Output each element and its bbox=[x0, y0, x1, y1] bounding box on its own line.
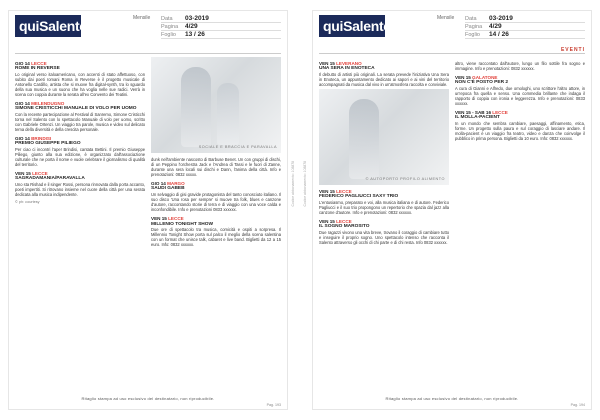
event-entry: GIO 14 MARGO SAUDI GABEB Un selvaggio di gisi gravide protagonista del tanto conosciuto italiano. Il suo disco 'Una rosa per sempre' si muove tra folk, blues e canzone d'autore, raccontando storie di terra e di viaggio con una voce calda e inconfondibile. Info e prenotazioni 0833 xxxxxx. bbox=[151, 181, 281, 213]
figure-silhouette bbox=[349, 99, 379, 179]
column-1 bbox=[319, 57, 449, 391]
subscription-code: Codice abbonamento: 108878 bbox=[291, 161, 295, 207]
event-title: IL SOGNO MAROSITO bbox=[319, 224, 370, 230]
event-text: Il debutto di artisti più originali. La serata prevede l'iniziativa Una Sera in Enoteca, un appuntamento dedicato ai sapori e ai vini del territorio accompagnati da musica dal vivo in un'atmosfera raccolta e conviviale. bbox=[319, 71, 449, 87]
column-1 bbox=[15, 57, 145, 391]
event-title: IL MOLLA-PACIENT bbox=[455, 115, 500, 121]
issue-date: 03-2019 bbox=[489, 15, 513, 22]
event-entry: GIO 14 MELENDUGNO SIMONE CRISTICCHI MANUALE DI VOLO PER UOMO Con la recente partecipazione al Festival di Sanremo, Simone Cristicchi torna nel Salento con lo spettacolo Manuale di volo per uomo, scritto con Gabriele Ortenzi. Un viaggio tra parole, musica e video sul delicato tema della diversità e della crescita personale. bbox=[15, 101, 145, 133]
event-text: Due ragazzi vivono una vita breve, trovano il coraggio di cambiare tutto e inseguire il proprio sogno. Uno spettacolo intenso che racconta il Salento attraverso gli occhi di chi parte e di chi resta. Info 0832 xxxxxx. bbox=[319, 229, 449, 245]
event-entry: VEN 15 - SAB 16 LECCE IL MOLLA-PACIENT In un mondo che sembra cambiare, paesaggi, affinamento, etica, forme. Un progetto sulla paura e sul coraggio di lasciare andare. Il molla-pacient è un viaggio fra teatro, video e danza che coinvolge il pubblico in prima persona. Biglietti da 10 euro. Info: 0832 xxxxxx. bbox=[455, 110, 585, 142]
issue-date: 03-2019 bbox=[185, 15, 209, 22]
event-entry: VEN 15 GALATONE NON C'È POSTO PER 2 A cura di Gianni e Alfredo, due omologhi, uno scrittore l'altro attore, in un'epoca fra quella e senso. Una commedia brillante che indaga il rapporto di coppia con ironia e leggerezza. Info e prenotazioni: 0833 xxxxxx. bbox=[455, 75, 585, 107]
event-title: NON C'È POSTO PER 2 bbox=[455, 80, 509, 86]
photo-credit: © ph: courtesy bbox=[15, 200, 40, 205]
event-text: Lo original verso italoamericano, con accenti di stato affettuoso, con subito dai poeti romani Roma in Reverse è il progetto musicale di Antonello Cardillo, artista che si muove fra digital-synth, tra lo sguardo della sua musica e un suono che ha voglia nelle sue radici. Verrà in scena con coppia durante la serata all'ex Convento dei Teatini. bbox=[15, 71, 145, 98]
event-entry: VEN 15 LEVERANO UNA SERA IN ENOTECA Il debutto di artisti più originali. La serata prevede l'iniziativa Una Sera in Enoteca, un appuntamento dedicato ai sapori e ai vini del territorio accompagnati da musica dal vivo in un'atmosfera raccolta e conviviale. bbox=[319, 61, 449, 87]
column-2 bbox=[151, 57, 281, 391]
photo-caption: SOCIALE E BRACCIA E PARAVALLA bbox=[198, 144, 277, 149]
figure-silhouette bbox=[217, 83, 239, 145]
event-photo bbox=[319, 89, 449, 185]
event-title: FEDERICO PAGLIUCCI SAXY TRIO bbox=[319, 194, 399, 200]
event-entry bbox=[151, 157, 281, 177]
issue-pages: 4/29 bbox=[185, 23, 198, 30]
photo-caption: © AUTOPORTO PROFILO ALIMENTO bbox=[365, 176, 445, 181]
event-entry: VEN 15 LECCE FEDERICO PAGLIUCCI SAXY TRIO L'entusiasmo, preparato e voi, alla musica italiana e di autore. Federico Pagliucci e il suo trio propongono un repertorio che spazia dal jazz alla canzone d'autore. Info e prenotazioni: 0832 xxxxxx. bbox=[319, 188, 449, 215]
section-label: EVENTI bbox=[560, 47, 585, 53]
event-title: UNA SERA IN ENOTECA bbox=[319, 66, 375, 72]
event-entry: GIO 14 BRINDISI PREMIO GIUSEPPE PILIEGO Per ciao ci incontri l'ape! Brindisi, cantata Bettini. Il premio Giuseppe Piliego, giunto alla sua edizione, è organizzato dall'associazione culturale che ne porta il nome e vuole celebrare il giornalismo di qualità del territorio. bbox=[15, 136, 145, 168]
issue-meta: Mensile Data 03-2019 Pagina 4/29 Foglio 14 / 26 bbox=[465, 15, 585, 39]
issue-sheet: 14 / 26 bbox=[489, 31, 509, 38]
event-title: ROME IN REVERSE bbox=[15, 66, 60, 72]
column-2 bbox=[455, 57, 585, 391]
page-header bbox=[15, 15, 281, 43]
event-text: Con la recente partecipazione al Festival di Sanremo, Simone Cristicchi torna nel Salento con lo spettacolo Manuale di volo per uomo, scritto con Gabriele Ortenzi. Un viaggio tra parole, musica e video sul delicato tema della diversità e della crescita personale. bbox=[15, 111, 145, 133]
event-text: altro, viene raccontato dall'autore, lungo un filo sottile fra sogno e immagine. Info e prenotazioni: 0832 xxxxxx. bbox=[455, 61, 585, 72]
meta-tag: Mensile bbox=[437, 15, 455, 21]
event-text: Due ore di spettacolo tra musica, comicità e ospiti a sorpresa. Il Millennio Tonight Show porta sul palco il meglio della scena salentina con un format che unisce talk, cabaret e live band. Biglietti da 12 a 15 euro. Info: 0832 xxxxxx. bbox=[151, 227, 281, 248]
subscription-code: Codice abbonamento: 108878 bbox=[303, 161, 307, 207]
event-title: SAUDI GABEB bbox=[151, 186, 185, 192]
magazine-logo: quiSalento bbox=[15, 15, 81, 37]
event-title: SIMONE CRISTICCHI MANUALE DI VOLO PER UOMO bbox=[15, 106, 137, 112]
event-text: A cura di Gianni e Alfredo, due omologhi, uno scrittore l'altro attore, in un'epoca fra quella e senso. Una commedia brillante che indaga il rapporto di coppia con ironia e leggerezza. Info e prenotazioni: 0833 xxxxxx. bbox=[455, 85, 585, 107]
event-entry: VEN 15 LECCE MILLENIO TONIGHT SHOW Due ore di spettacolo tra musica, comicità e ospiti a sorpresa. Il Millennio Tonight Show porta sul palco il meglio della scena salentina con un format che unisce talk, cabaret e live band. Biglietti da 12 a 15 euro. Info: 0832 xxxxxx. bbox=[151, 216, 281, 248]
event-text: Per ciao ci incontri l'ape! Brindisi, cantata Bettini. Il premio Giuseppe Piliego, giunto alla sua edizione, è organizzato dall'associazione culturale che ne porta il nome e vuole celebrare il giornalismo di qualità del territorio. bbox=[15, 146, 145, 168]
magazine-logo: quiSalento bbox=[319, 15, 385, 37]
right-page bbox=[303, 10, 592, 410]
event-photo bbox=[151, 57, 281, 153]
page-number: Pag. 194 bbox=[570, 403, 585, 407]
page-footer: Ritaglio stampa ad uso esclusivo del destinatario, non riproducibile. bbox=[81, 396, 215, 401]
event-text: In un mondo che sembra cambiare, paesaggi, affinamento, etica, forme. Un progetto sulla paura e sul coraggio di lasciare andare. Il molla-pacient è un viaggio fra teatro, video e danza che coinvolge il pubblico in prima persona. Biglietti da 10 euro. Info: 0832 xxxxxx. bbox=[455, 120, 585, 142]
issue-sheet: 13 / 26 bbox=[185, 31, 205, 38]
page-footer: Ritaglio stampa ad uso esclusivo del destinatario, non riproducibile. bbox=[385, 396, 519, 401]
divider bbox=[15, 53, 281, 54]
issue-pages: 4/29 bbox=[489, 23, 502, 30]
event-title: SAGRADAMANIA/PARAVALLA bbox=[15, 176, 85, 182]
event-entry: VEN 15 LECCE IL SOGNO MAROSITO Due ragazzi vivono una vita breve, trovano il coraggio di cambiare tutto e inseguire il proprio sogno. Uno spettacolo intenso che racconta il Salento attraverso gli occhi di chi parte e di chi resta. Info 0832 xxxxxx. bbox=[319, 218, 449, 245]
page-number: Pag. 193 bbox=[266, 403, 281, 407]
divider bbox=[319, 53, 585, 54]
event-title: MILLENIO TONIGHT SHOW bbox=[151, 221, 214, 227]
event-text: dunk nell'ambiente nascosto di Barbuse Benet. Un con gruppi di dischi, di un Peppino l'orchestra Jack e l'Andrea di Tassi e le fuori di Zanne, durante una sera locali sui dischi e Dann, l'anima della città. Info e prenotazioni: 0832 xxxxx. bbox=[151, 157, 281, 178]
event-entry bbox=[455, 61, 585, 71]
page-header bbox=[319, 15, 585, 43]
event-text: Uno sta Rishad e il singer Rossi, persona rinnovata dalla porta accanto, poeti impertiti. Si ritrovano insieme nel cuore della città per una serata dedicata alla musica indipendente. bbox=[15, 181, 145, 198]
event-title: PREMIO GIUSEPPE PILIEGO bbox=[15, 141, 81, 147]
issue-meta: Mensile Data 03-2019 Pagina 4/29 Foglio 13 / 26 bbox=[161, 15, 281, 39]
figure-silhouette bbox=[181, 67, 211, 147]
meta-tag: Mensile bbox=[133, 15, 151, 21]
event-entry: GIO 14 LECCE ROME IN REVERSE Lo original verso italoamericano, con accenti di stato affettuoso, con subito dai poeti romani Roma in Reverse è il progetto musicale di Antonello Cardillo, artista che si muove fra digital-synth, tra lo sguardo della sua musica e un suono che ha voglia nelle sue radici. Verrà in scena con coppia durante la serata all'ex Convento dei Teatini. bbox=[15, 61, 145, 98]
event-text: Un selvaggio di gisi gravide protagonista del tanto conosciuto italiano. Il suo disco 'Una rosa per sempre' si muove tra folk, blues e canzone d'autore, raccontando storie di terra e di viaggio con una voce calda e inconfondibile. Info e prenotazioni 0833 xxxxxx. bbox=[151, 192, 281, 213]
event-text: L'entusiasmo, preparato e voi, alla musica italiana e di autore. Federico Pagliucci e il suo trio propongono un repertorio che spazia dal jazz alla canzone d'autore. Info e prenotazioni: 0832 xxxxxx. bbox=[319, 199, 449, 215]
event-entry: VEN 15 LECCE SAGRADAMANIA/PARAVALLA Uno sta Rishad e il singer Rossi, persona rinnovata dalla porta accanto, poeti impertiti. Si ritrovano insieme nel cuore della città per una serata dedicata alla musica indipendente. bbox=[15, 171, 145, 198]
left-page bbox=[8, 10, 295, 410]
